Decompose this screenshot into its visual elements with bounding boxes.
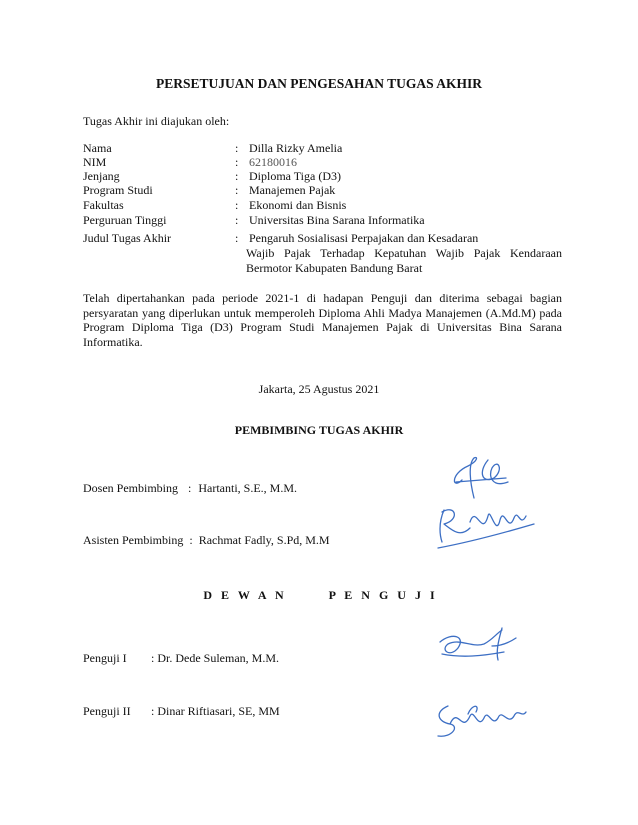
field-jenjang [83,169,563,184]
field-nama [83,141,563,156]
page-title: PERSETUJUAN DAN PENGESAHAN TUGAS AKHIR [155,76,483,91]
approval-paragraph: Telah dipertahankan pada periode 2021-1 di hadapan Penguji dan diterima sebagai bagian persyaratan yang diperlukan untuk memperoleh Diploma Ahli Madya Manajemen (A.Md.M) pada Program Diploma Tiga (D3) Program Studi Manajemen Pajak di Universitas Bina Sarana Informatika. [83,291,562,349]
field-colon: : [235,183,239,197]
field-colon: : [188,481,192,495]
field-value: Pengaruh Sosialisasi Perpajakan dan Kesadaran [249,231,479,245]
field-perguruan-tinggi [83,213,563,228]
field-value: Manajemen Pajak [249,183,336,197]
field-colon: : [235,155,239,169]
field-value: Diploma Tiga (D3) [249,169,342,183]
asisten-signature [430,498,540,558]
penguji-1-signature [432,624,522,666]
dewan-penguji-heading: D E W A N P E N G U J I [203,588,435,602]
field-label: Perguruan Tinggi [83,213,167,227]
dosen-pembimbing-line [83,481,297,496]
field-colon: : [151,651,155,665]
penguji-1-name: Dr. Dede Suleman, M.M. [157,651,279,665]
field-colon: : [235,198,239,212]
penguji-1-label: Penguji I [83,651,127,665]
asisten-name: Rachmat Fadly, S.Pd, M.M [198,533,330,547]
field-colon: : [151,704,155,718]
field-colon: : [235,169,239,183]
field-label: NIM [83,155,107,169]
field-value: Universitas Bina Sarana Informatika [249,213,425,227]
field-label: Judul Tugas Akhir [83,231,172,245]
signing-date: Jakarta, 25 Agustus 2021 [258,382,380,396]
field-value: Dilla Rizky Amelia [249,141,343,155]
field-label: Program Studi [83,183,153,197]
intro-text: Tugas Akhir ini diajukan oleh: [83,114,230,128]
field-label: Jenjang [83,169,120,183]
field-colon: : [189,533,193,547]
field-label: Nama [83,141,112,155]
field-value: 62180016 [249,155,297,169]
field-fakultas [83,198,563,213]
pembimbing-heading: PEMBIMBING TUGAS AKHIR [234,423,404,437]
penguji-2-name: Dinar Riftiasari, SE, MM [157,704,280,718]
penguji-1-line [83,651,279,666]
asisten-label: Asisten Pembimbing [83,533,184,547]
field-prodi [83,183,563,198]
thesis-title-continued: Wajib Pajak Terhadap Kepatuhan Wajib Pajak Kendaraan Bermotor Kabupaten Bandung Barat [246,246,562,275]
field-colon: : [235,231,239,245]
field-colon: : [235,141,239,155]
field-judul [83,231,563,246]
field-nim [83,155,563,170]
penguji-2-line [83,704,280,719]
field-colon: : [235,213,239,227]
asisten-pembimbing-line [83,533,330,548]
dosen-signature [448,452,518,504]
dosen-name: Hartanti, S.E., M.M. [198,481,298,495]
penguji-2-signature [428,696,532,744]
field-label: Fakultas [83,198,124,212]
penguji-2-label: Penguji II [83,704,131,718]
dosen-label: Dosen Pembimbing [83,481,178,495]
field-value: Ekonomi dan Bisnis [249,198,347,212]
